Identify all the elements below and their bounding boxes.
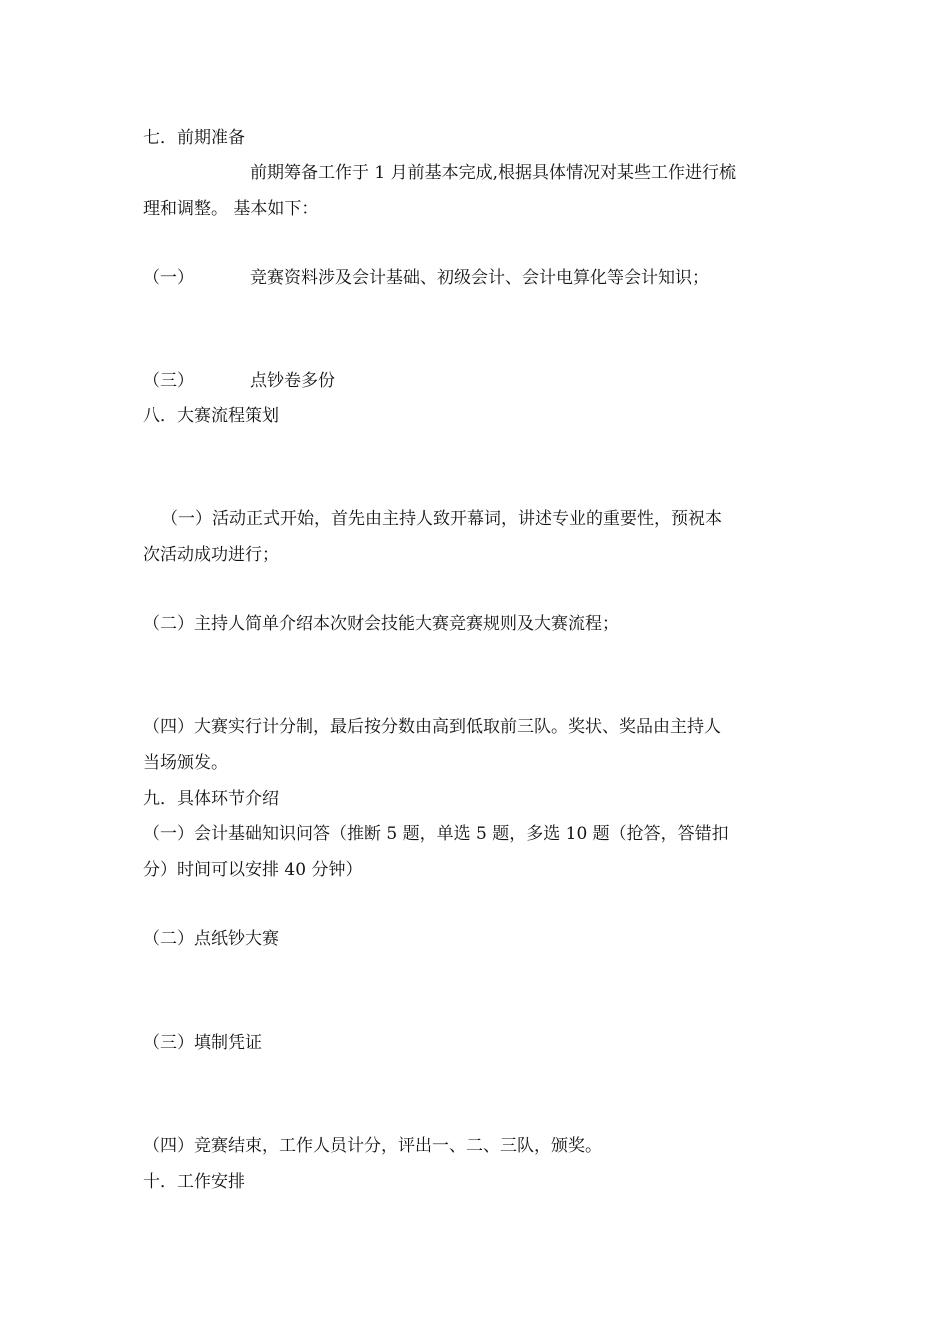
list-item-text: 竞赛资料涉及会计基础、初级会计、会计电算化等会计知识； bbox=[250, 268, 709, 288]
list-item-text: 点钞卷多份 bbox=[250, 371, 335, 391]
list-item: （三）填制凭证 bbox=[143, 1033, 262, 1053]
section-heading-9: 九．具体环节介绍 bbox=[143, 789, 279, 809]
section-heading-10: 十．工作安排 bbox=[143, 1172, 245, 1192]
list-item: （二）点纸钞大赛 bbox=[143, 929, 279, 949]
paragraph-line: 前期筹备工作于 1 月前基本完成,根据具体情况对某些工作进行梳 bbox=[250, 163, 737, 183]
list-item-number: （三） bbox=[143, 371, 194, 391]
list-item-number: （一） bbox=[143, 268, 194, 288]
list-item: （一）会计基础知识问答（推断 5 题，单选 5 题，多选 10 题（抢答，答错扣 bbox=[143, 824, 729, 844]
list-item: （一）活动正式开始，首先由主持人致开幕词，讲述专业的重要性，预祝本 bbox=[161, 509, 722, 529]
list-item: 分）时间可以安排 40 分钟） bbox=[143, 860, 363, 880]
list-item: （四）大赛实行计分制，最后按分数由高到低取前三队。奖状、奖品由主持人 bbox=[143, 717, 721, 737]
list-item: 次活动成功进行； bbox=[143, 545, 279, 565]
list-item: （四）竞赛结束，工作人员计分，评出一、二、三队，颁奖。 bbox=[143, 1136, 602, 1156]
section-heading-8: 八．大赛流程策划 bbox=[143, 406, 279, 426]
list-item: 当场颁发。 bbox=[143, 753, 228, 773]
list-item: （二）主持人简单介绍本次财会技能大赛竞赛规则及大赛流程； bbox=[143, 614, 619, 634]
paragraph-line: 理和调整。 基本如下： bbox=[143, 199, 319, 219]
section-heading-7: 七．前期准备 bbox=[143, 128, 245, 148]
